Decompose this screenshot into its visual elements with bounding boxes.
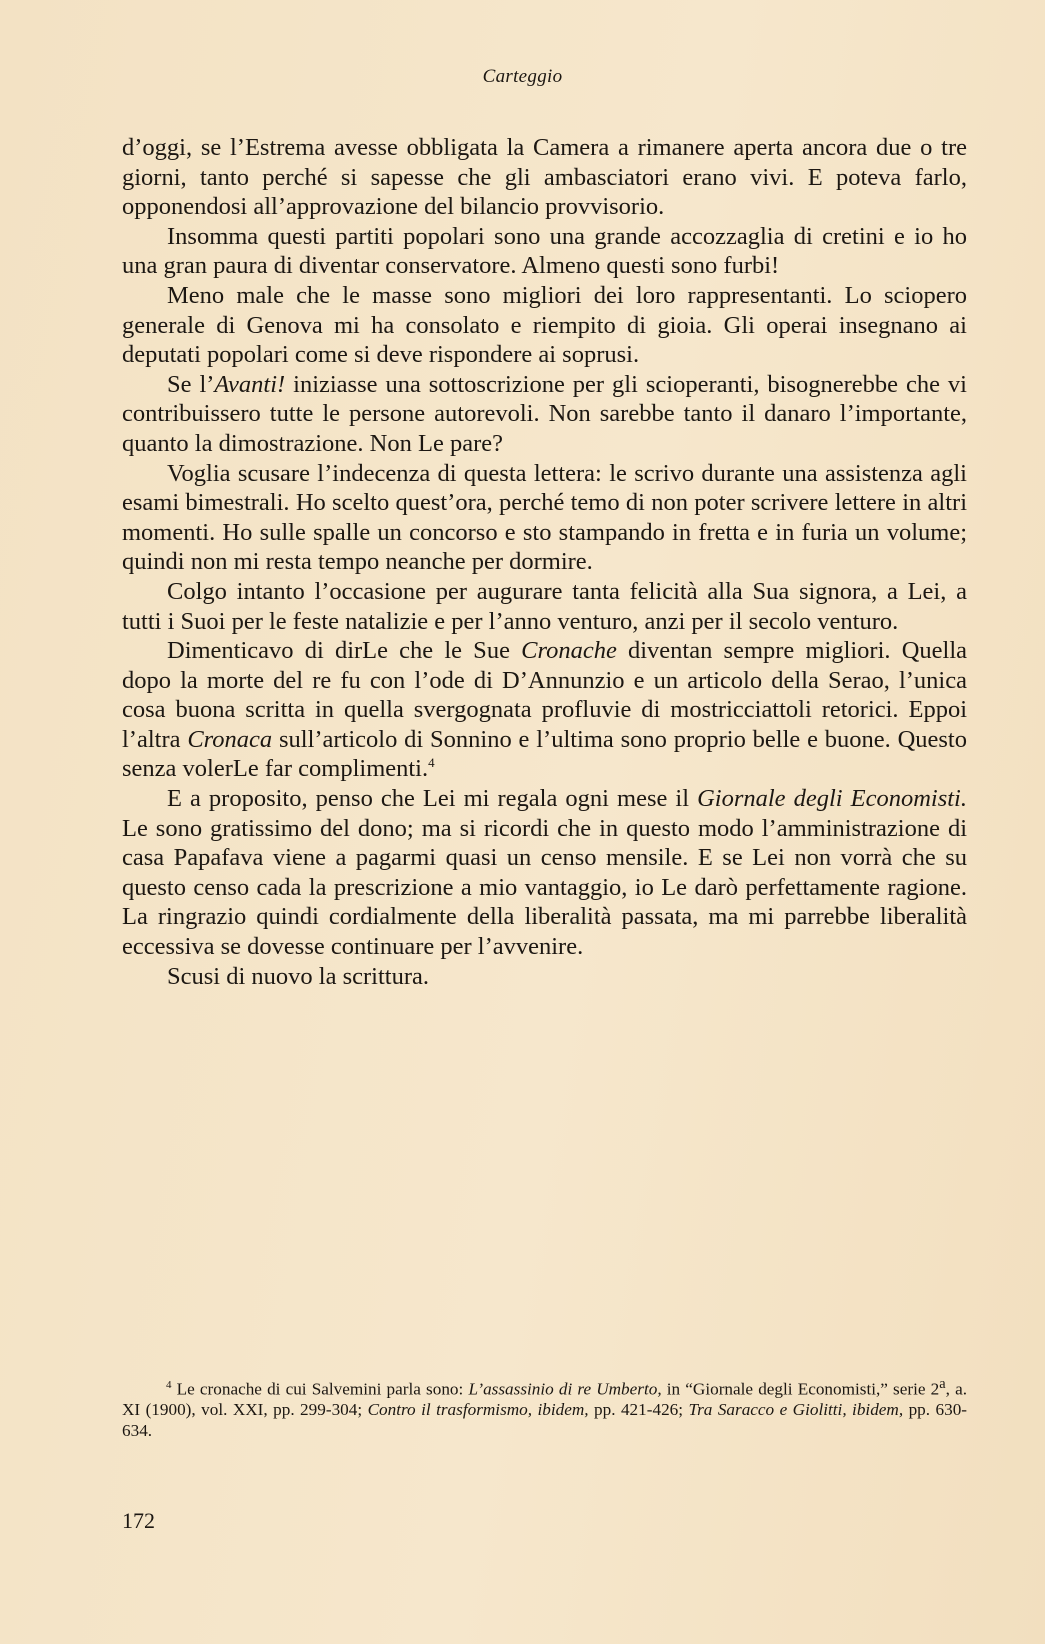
paragraph-8 <box>122 784 967 962</box>
footnote-reference: 4 <box>428 755 435 771</box>
avanti-title: Avanti! <box>214 370 286 398</box>
paragraph-4-text-b: iniziasse una sottoscrizione per gli scioperanti, bisognerebbe che vi contribuissero tutte le persone autorevoli. Non sarebbe tanto il danaro l’importante, quanto la dimostrazione. Non Le pare? <box>122 370 967 457</box>
paragraph-6: Colgo intanto l’occasione per augurare tanta felicità alla Sua signora, a Lei, a tutti i Suoi per le feste natalizie e per l’anno venturo, anzi per il secolo venturo. <box>122 577 967 635</box>
footnote-series-sup: a <box>939 1376 946 1392</box>
paragraph-9: Scusi di nuovo la scrittura. <box>167 962 429 990</box>
footnote-title-1: L’assassinio di re Umberto, <box>468 1379 662 1399</box>
footnote-text <box>122 1374 967 1441</box>
footnote-text-d: pp. 421-426; <box>588 1400 689 1420</box>
footnote-title-2: Contro il trasformismo, ibidem, <box>367 1400 589 1420</box>
paragraph-8-text-b: Le sono gratissimo del dono; ma si ricordi che in questo modo l’amministrazione di casa Papafava viene a pagarmi quasi un censo mensile. E se Lei non vorrà che su questo censo cada la prescrizione a mio vantaggio, io Le darò perfettamente ragione. La ringrazio quindi cordialmente della liberalità passata, ma mi parrebbe liberalità eccessiva se dovesse continuare per l’avvenire. <box>122 814 967 961</box>
footnote-text-a: Le cronache di cui Salvemini parla sono: <box>171 1379 469 1399</box>
paragraph-3: Meno male che le masse sono migliori dei loro rappresentanti. Lo sciopero generale di Genova mi ha consolato e riempito di gioia. Gli operai insegnano ai deputati popolari come si deve rispondere ai soprusi. <box>122 281 967 369</box>
footnote <box>122 1374 967 1441</box>
paragraph-7-text-a: Dimenticavo di dirLe che le Sue <box>167 637 522 665</box>
cronaca-title: Cronaca <box>187 725 273 753</box>
footnote-text-e: pp. 630-634. <box>122 1400 968 1440</box>
paragraph-5: Voglia scusare l’indecenza di questa lettera: le scrivo durante una assistenza agli esami bimestrali. Ho scelto quest’ora, perché temo di non poter scrivere lettere in altri momenti. Ho sulle spalle un concorso e sto stampando in fretta e in furia un volume; quindi non mi resta tempo neanche per dormire. <box>122 459 967 576</box>
footnote-text-c: , a. XI (1900), vol. XXI, pp. 299-304; <box>122 1379 967 1420</box>
paragraph-4-text-a: Se l’ <box>167 370 215 398</box>
footnote-title-3: Tra Saracco e Giolitti, ibidem, <box>688 1400 904 1420</box>
paragraph-8-text-a: E a proposito, penso che Lei mi regala ogni mese il <box>167 785 698 813</box>
paragraph-1: d’oggi, se l’Estrema avesse obbligata la Camera a rimanere aperta ancora due o tre giorni, tanto perché si sapesse che gli ambasciatori erano vivi. E poteva farlo, opponendosi all’approvazione del bilancio provvisorio. <box>122 134 967 221</box>
paragraph-4 <box>122 370 967 459</box>
footnote-text-b: in “Giornale degli Economisti,” serie 2 <box>661 1379 940 1399</box>
page-number: 172 <box>122 1508 155 1533</box>
paragraph-7 <box>122 636 967 784</box>
running-head: Carteggio <box>482 66 563 87</box>
giornale-title: Giornale degli Economisti. <box>697 785 967 813</box>
paragraph-2: Insomma questi partiti popolari sono una grande accozzaglia di cretini e io ho una gran paura di diventar conservatore. Almeno questi sono furbi! <box>122 222 967 280</box>
paragraph-7-text-b: diventan sempre migliori. Quella dopo la morte del re fu con l’ode di D’Annunzio e un articolo della Serao, l’unica cosa buona scritta in quella svergognata profluvie di mostricciattoli retorici. Eppoi l’altra <box>122 637 967 753</box>
letter-body <box>122 133 967 991</box>
footnote-mark: 4 <box>166 1379 172 1391</box>
cronache-title: Cronache <box>521 637 617 665</box>
paragraph-7-text-c: sull’articolo di Sonnino e l’ultima sono proprio belle e buone. Questo senza volerLe far complimenti. <box>122 725 967 783</box>
